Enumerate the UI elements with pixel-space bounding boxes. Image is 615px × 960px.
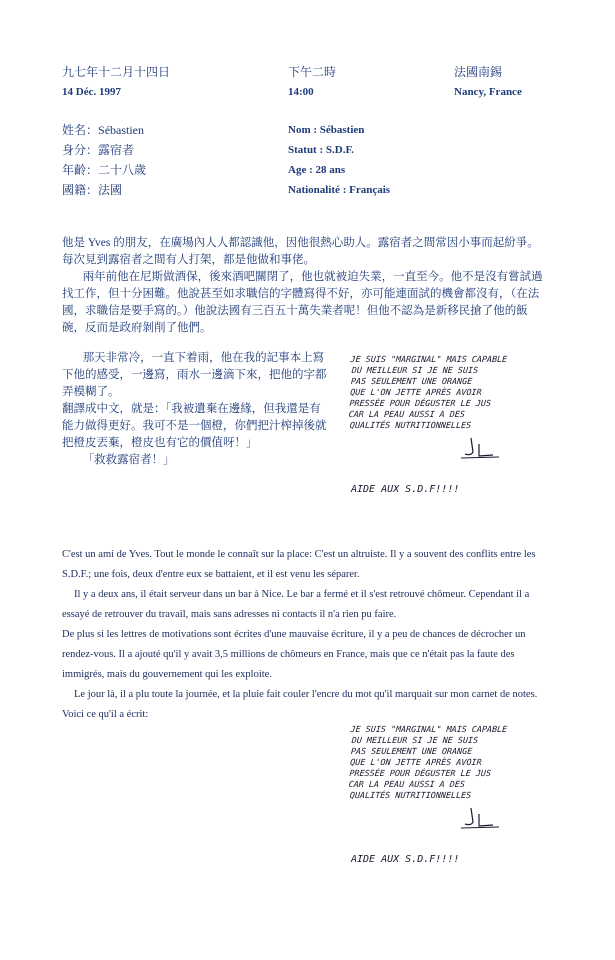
info-row: 國籍：法國 xyxy=(62,183,123,197)
french-paragraph: De plus si les lettres de motivations sont écrites d'une mauvaise écriture, il y a peu de chances de décrocher un rendez-vous. Il a ajouté qu'il y avait 3,5 millions de chômeurs en France, mais que ce n'était pas la faute des immigrés, mais du gouvernement qui les exploite. xyxy=(62,629,526,680)
place-chinese: 法國南錫 xyxy=(454,65,503,79)
handwriting-line: JE SUIS "MARGINAL" MAIS CAPABLE xyxy=(350,354,508,364)
handwriting-line: PRESSÉE POUR DÉGUSTER LE JUS xyxy=(349,768,492,778)
handwriting-line: QUE L'ON JETTE APRÈS AVOIR xyxy=(349,757,482,767)
handwriting-line: CAR LA PEAU AUSSI A DES xyxy=(348,409,466,419)
info-row: 身分：露宿者 xyxy=(62,143,135,157)
info-row: 年齡：二十八歲 xyxy=(62,163,147,177)
handwritten-note-image xyxy=(343,352,563,502)
info-row-fr: Nationalité : Français xyxy=(288,184,391,196)
info-row-fr: Nom : Sébastien xyxy=(288,124,365,136)
handwriting-line: JE SUIS "MARGINAL" MAIS CAPABLE xyxy=(350,724,508,734)
chinese-story xyxy=(62,235,550,337)
time-chinese: 下午二時 xyxy=(288,65,337,79)
handwriting-line: QUALITÉS NUTRITIONNELLES xyxy=(349,790,472,800)
chinese-paragraph: 翻譯成中文，就是：「我被遺棄在邊緣，但我還是有能力做得更好。我可不是一個橙，你們把汁榨掉後就把橙皮丟棄，橙皮也有它的價值呀！」 xyxy=(62,403,327,449)
place-french: Nancy, France xyxy=(454,86,522,98)
header-place xyxy=(454,62,522,102)
info-row: 姓名：Sébastien xyxy=(62,123,145,137)
handwriting-line: DU MEILLEUR SI JE NE SUIS xyxy=(351,365,479,375)
handwriting-drawing xyxy=(343,352,563,502)
handwriting-line: QUALITÉS NUTRITIONNELLES xyxy=(349,420,472,430)
handwriting-drawing xyxy=(343,722,563,872)
profile-french xyxy=(288,120,390,200)
french-paragraph: Il y a deux ans, il était serveur dans un bar à Nice. Le bar a fermé et il s'est retrouvé chômeur. Cependant il a essayé de retrouver du travail, mais sans adresses ni contacts il n'a rien pu faire. xyxy=(62,589,530,620)
french-paragraph: C'est un ami de Yves. Tout le monde le connaît sur la place: C'est un altruiste. Il y a souvent des conflits entre les S.D.F.; une fois, deux d'entre eux se battaient, et il est venu les séparer. xyxy=(62,549,536,580)
date-chinese: 九七年十二月十四日 xyxy=(62,65,171,79)
chinese-paragraph: 兩年前他在尼斯做酒保，後來酒吧關閉了，他也就被迫失業，一直至今。他不是沒有嘗試過找工作，但十分困難。他說甚至如求職信的字體寫得不好，亦可能連面試的機會都沒有，（在法國，求職信是要手寫的。）他說法國有三百五十萬失業者呢！但他不認為是新移民搶了他的飯碗，反而是政府剝削了他們。 xyxy=(62,271,543,334)
handwriting-line: PAS SEULEMENT UNE ORANGE xyxy=(350,746,473,756)
handwritten-note-image-2 xyxy=(343,722,563,872)
handwriting-line: CAR LA PEAU AUSSI A DES xyxy=(348,779,466,789)
handwriting-line: DU MEILLEUR SI JE NE SUIS xyxy=(351,735,479,745)
signature-mark xyxy=(461,808,499,828)
profile-chinese xyxy=(62,120,146,200)
plea-text: AIDE AUX S.D.F!!!! xyxy=(351,484,460,495)
time-french: 14:00 xyxy=(288,86,314,98)
french-story xyxy=(62,545,554,725)
chinese-story-continued xyxy=(62,350,332,469)
header-date xyxy=(62,62,170,102)
handwriting-line: PAS SEULEMENT UNE ORANGE xyxy=(350,376,473,386)
french-paragraph: Le jour là, il a plu toute la journée, et la pluie fait couler l'encre du mot qu'il marquait sur mon carnet de notes. Voici ce qu'il a écrit: xyxy=(62,689,538,720)
chinese-paragraph: 他是 Yves 的朋友，在廣場內人人都認識他，因他很熱心助人。露宿者之間常因小事而起紛爭。每次見到露宿者之間有人打架，都是他做和事佬。 xyxy=(62,237,539,266)
signature-mark xyxy=(461,438,499,458)
date-french: 14 Déc. 1997 xyxy=(62,86,121,98)
handwriting-line: QUE L'ON JETTE APRÈS AVOIR xyxy=(349,387,482,397)
plea-text: AIDE AUX S.D.F!!!! xyxy=(351,854,460,865)
chinese-paragraph: 「救救露宿者！」 xyxy=(82,454,175,466)
chinese-paragraph: 那天非常冷，一直下着雨，他在我的記事本上寫下他的感受，一邊寫，雨水一邊滴下來，把他的字都弄模糊了。 xyxy=(62,352,327,398)
info-row-fr: Age : 28 ans xyxy=(288,164,346,176)
info-row-fr: Statut : S.D.F. xyxy=(288,144,354,156)
handwriting-line: PRESSÉE POUR DÉGUSTER LE JUS xyxy=(349,398,492,408)
header-time xyxy=(288,62,336,102)
